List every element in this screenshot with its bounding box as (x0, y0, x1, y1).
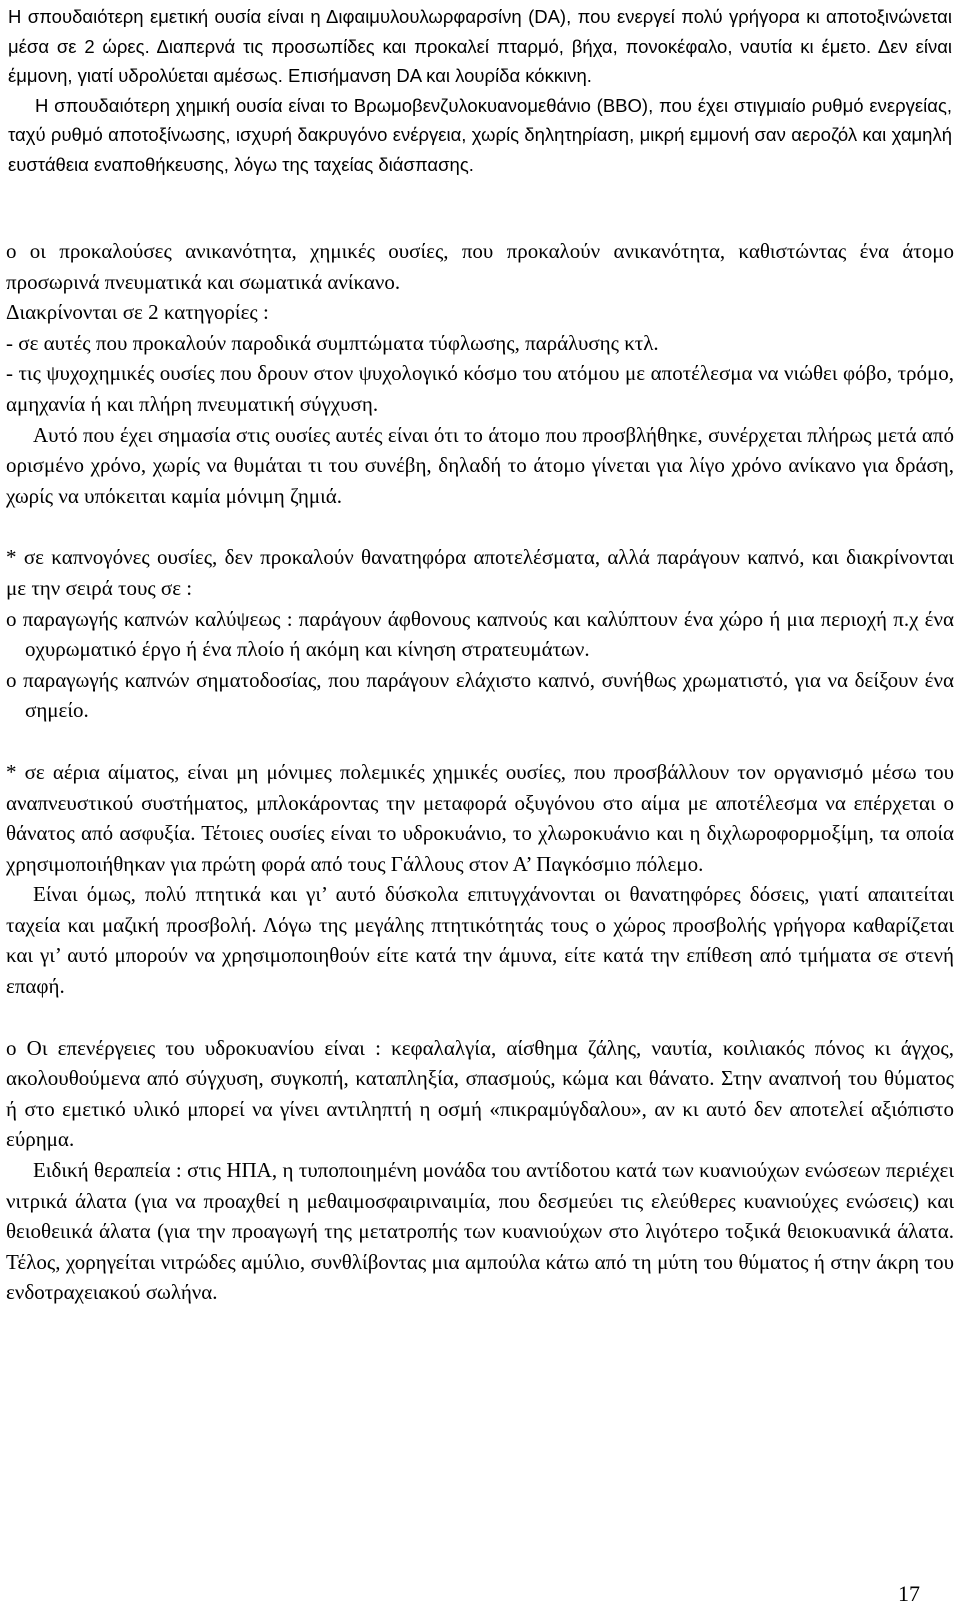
paragraph-blood-intro: * σε αέρια αίματος, είναι μη μόνιμες πολεμικές χημικές ουσίες, που προσβάλλουν τον οργανισμό μέσω του αναπνευστικού συστήματος, μπλοκάροντας την μεταφορά οξυγόνου στο αίμα με αποτέλεσμα να επέρχεται ο θάνατος από ασφυξία. Τέτοιες ουσίες είναι το υδροκυάνιο, το χλωροκυάνιο και η διχλωροφορμοξίμη, τα οποία χρησιμοποιήθηκαν για πρώτη φορά από τους Γάλλους στον Α’ Παγκόσμιο πόλεμο. (6, 759, 954, 876)
sans-text-block (8, 2, 952, 179)
paragraph-blood-volatility: Είναι όμως, πολύ πτητικά και γι’ αυτό δύσκολα επιτυγχάνονται οι θανατηφόρες δόσεις, γιατί απαιτείται ταχεία και μαζική προσβολή. Λόγω της μεγάλης πτητικότητάς τους ο χώρος προσβολής γρήγορα καθαρίζεται και γι’ αυτό μπορούν να χρησιμοποιηθούν είτε κατά την άμυνα, είτε κατά την επίθεση από τμήματα σε στενή επαφή. (6, 882, 954, 999)
paragraph-cyanide-therapy: Ειδική θεραπεία : στις ΗΠΑ, η τυποποιημένη μονάδα του αντίδοτου κατά των κυανιούχων ενώσεων περιέχει νιτρικά άλατα (για να προαχθεί η μεθαιμοσφαιριναιμία, που δεσμεύει τις ελεύθερες κυανιούχες ενώσεις) και θειοθειικά άλατα (για την προαγωγή της μετατροπής των κυανιούχων στο λιγότερο τοξικά θειοκυανικά άλατα. Τέλος, χορηγείται νιτρώδες αμύλιο, συνθλίβοντας μια αμπούλα κάτω από τη μύτη του θύματος ή στην άκρη του ενδοτραχειακού σωλήνα. (6, 1158, 954, 1305)
paragraph-bbo: Η σπουδαιότερη χημική ουσία είναι το Βρωμοβενζυλοκυανομεθάνιο (BBO), που έχει στιγμιαίο ρυθμό ενεργείας, ταχύ ρυθμό αποτοξίνωσης, ισχυρή δακρυγόνο ενέργεια, χωρίς δηλητηρίαση, μικρή εμμονή σαν αεροζόλ και χαμηλή ευστάθεια εναποθήκευσης, λόγω της ταχείας διάσπασης. (8, 94, 952, 175)
paragraph-categories-heading: Διακρίνονται σε 2 κατηγορίες : (6, 300, 269, 325)
paragraph-da: Η σπουδαιότερη εμετική ουσία είναι η Διφαιμυλουλωρφαρσίνη (DA), που ενεργεί πολύ γρήγορα κι αποτοξινώνεται μέσα σε 2 ώρες. Διαπερνά τις προσωπίδες και προκαλεί πταρμό, βήχα, πονοκέφαλο, ναυτία κι έμετο. Δεν είναι έμμονη, γιατί υδρολύεται αμέσως. Επισήμανση DA και λουρίδα κόκκινη. (8, 6, 952, 86)
paragraph-cyanide-effects: o Οι επενέργειες του υδροκυανίου είναι : κεφαλαλγία, αίσθημα ζάλης, ναυτία, κοιλιακός πόνος κι άγχος, ακολουθούμενα από σύγχυση, συγκοπή, καταπληξία, σπασμούς, κώμα και θάνατο. Στην αναπνοή του θύματος ή στο εμετικό υλικό μπορεί να γίνει αντιληπτή η οσμή «πικραμύγδαλου», αν κι αυτό δεν αποτελεί αξιόπιστο εύρημα. (6, 1035, 954, 1152)
paragraph-incapacitating-note: Αυτό που έχει σημασία στις ουσίες αυτές είναι ότι το άτομο που προσβλήθηκε, συνέρχεται πλήρως μετά από ορισμένο χρόνο, χωρίς να θυμάται τι του συνέβη, δηλαδή το άτομο γίνεται για λίγο χρόνο ανίκανο για δράση, χωρίς να υπόκειται καμία μόνιμη ζημιά. (6, 422, 954, 508)
paragraph-gap (6, 726, 954, 757)
paragraph-category-2: - τις ψυχοχημικές ουσίες που δρουν στον ψυχολογικό κόσμο του ατόμου με αποτέλεσμα να νιώθει φόβο, τρόμο, αμηχανία ή και πλήρη πνευματική σύγχυση. (6, 361, 954, 416)
paragraph-gap (6, 1002, 954, 1033)
serif-text-block (6, 236, 954, 1308)
paragraph-gap (6, 511, 954, 542)
paragraph-category-1: - σε αυτές που προκαλούν παροδικά συμπτώματα τύφλωσης, παράλυσης κτλ. (6, 330, 659, 355)
paragraph-smoke-intro: * σε καπνογόνες ουσίες, δεν προκαλούν θανατηφόρα αποτελέσματα, αλλά παράγουν καπνό, και διακρίνονται με την σειρά τους σε : (6, 545, 954, 600)
list-item-smoke-cover: o παραγωγής καπνών καλύψεως : παράγουν άφθονους καπνούς και καλύπτουν ένα χώρο ή μια περιοχή π.χ ένα οχυρωματικό έργο ή ένα πλοίο ή ακόμη και κίνηση στρατευμάτων. (6, 606, 954, 662)
page-number: 17 (898, 1581, 920, 1606)
paragraph-incapacitating-intro: o οι προκαλούσες ανικανότητα, χημικές ουσίες, που προκαλούν ανικανότητα, καθιστώντας ένα άτομο προσωρινά πνευματικά και σωματικά ανίκανο. (6, 239, 954, 294)
list-item-smoke-signal: o παραγωγής καπνών σηματοδοσίας, που παράγουν ελάχιστο καπνό, συνήθως χρωματιστό, για να δείξουν ένα σημείο. (6, 667, 954, 723)
